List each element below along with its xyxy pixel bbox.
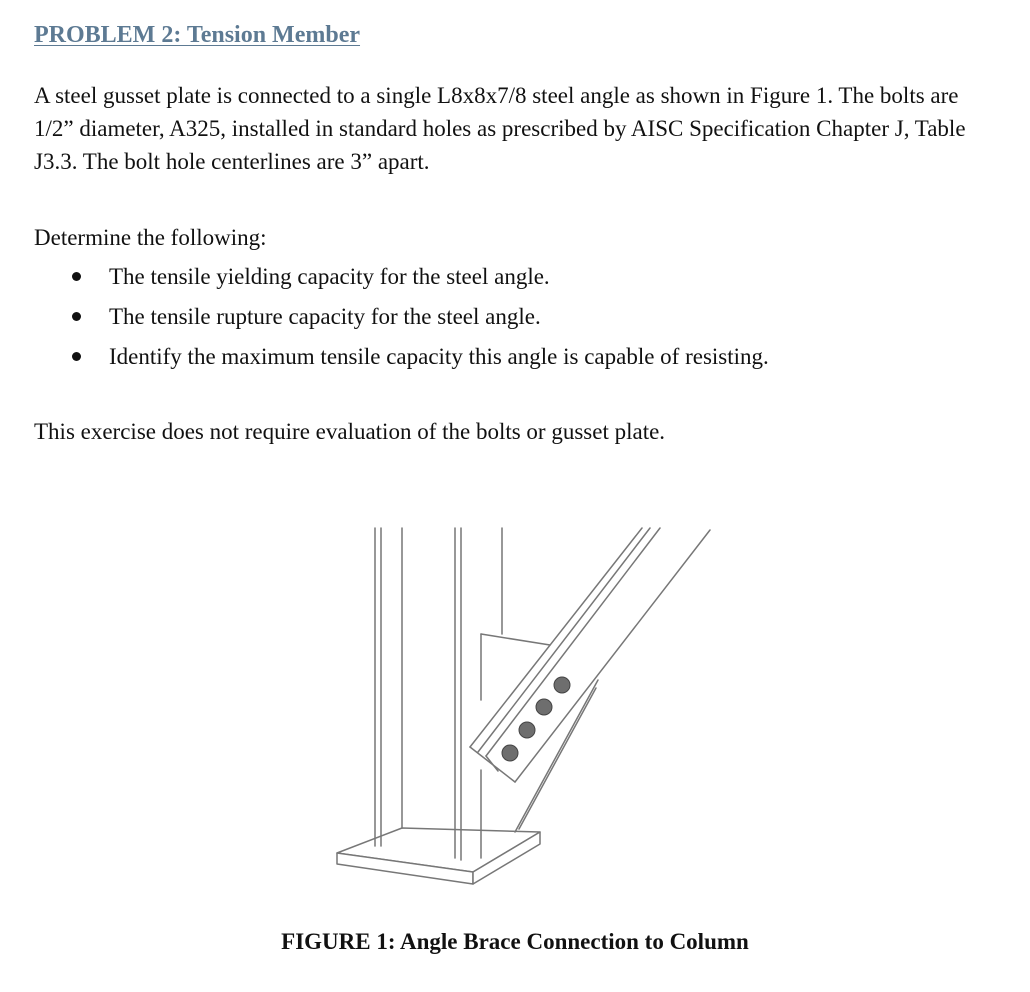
problem-heading: PROBLEM 2: Tension Member — [34, 22, 361, 48]
base-plate — [337, 828, 540, 884]
bullet-icon — [72, 352, 81, 361]
bolt-icon — [536, 699, 552, 715]
bolt-icon — [554, 677, 570, 693]
list-item-text: Identify the maximum tensile capacity this angle is capable of resisting. — [109, 344, 769, 369]
problem-description: A steel gusset plate is connected to a single L8x8x7/8 steel angle as shown in Figure 1. The bolts are 1/2” diameter, A325, installed in standard holes as prescribed by AISC Specification Chapter J, Table J3.3. The bolt hole centerlines are 3” apart. — [34, 83, 966, 174]
bullet-icon — [72, 312, 81, 321]
bolt-icon — [502, 745, 518, 761]
task-intro: Determine the following: — [34, 225, 267, 250]
steel-angle — [470, 528, 710, 782]
figure-caption: FIGURE 1: Angle Brace Connection to Column — [281, 929, 749, 954]
bullet-icon — [72, 272, 81, 281]
connection-drawing — [320, 510, 740, 910]
list-item-text: The tensile yielding capacity for the steel angle. — [109, 264, 550, 289]
scope-note: This exercise does not require evaluation of the bolts or gusset plate. — [34, 419, 666, 444]
gusset-plate — [481, 634, 598, 832]
column — [375, 528, 502, 860]
list-item-text: The tensile rupture capacity for the steel angle. — [109, 304, 541, 329]
angle-brace-figure — [320, 510, 740, 910]
bolt-icon — [519, 722, 535, 738]
